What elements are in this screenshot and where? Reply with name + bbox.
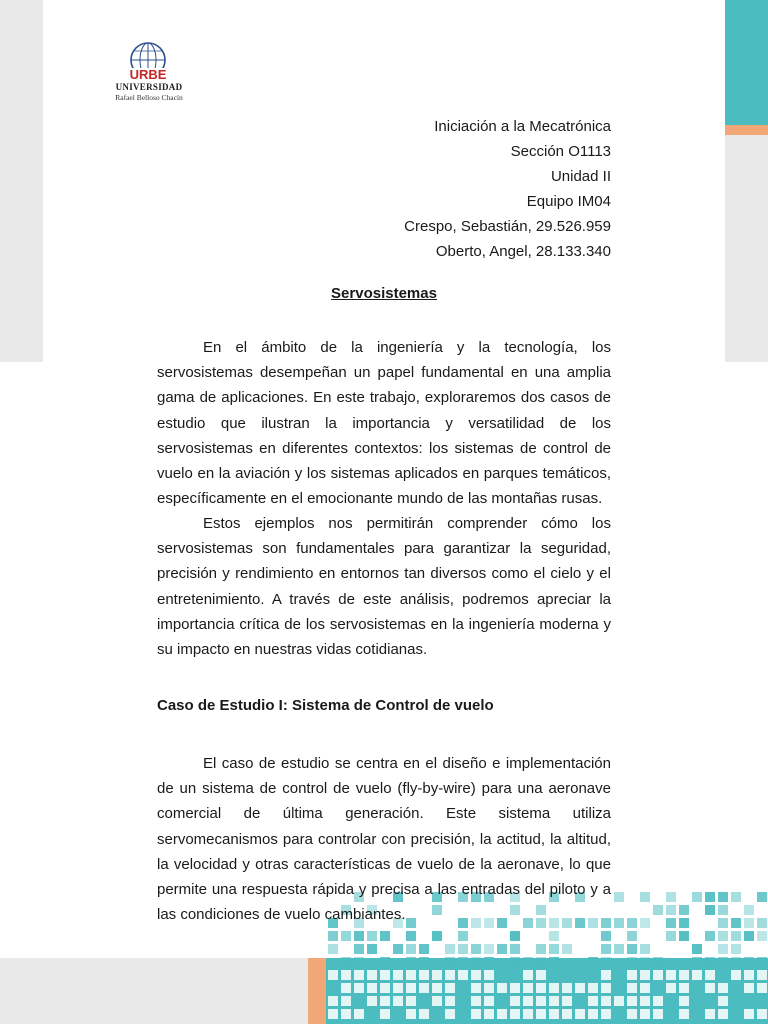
header-unit: Unidad II [550,168,611,185]
footer-orange-band [308,958,326,1024]
intro-paragraph-1: En el ámbito de la ingeniería y la tecnología, los servosistemas desempeñan un papel fundamental en una amplia gama de aplicaciones. En este trabajo, exploraremos dos casos de estudio que ilustran la importancia y versatilidad de los servosistemas en diferentes contextos: los sistemas de control de vuelo en la aviación y los sistemas aplicados en parques temáticos, específicamente en el emocionante mundo de las montañas rusas. [157,339,611,508]
right-orange-strip [725,125,768,135]
section-heading: Caso de Estudio I: Sistema de Control de vuelo [157,697,494,714]
logo-university-subtitle: Rafael Belloso Chacín [115,93,183,102]
svg-text:URBE: URBE [129,67,167,82]
right-teal-strip [725,0,768,125]
header-author-1: Crespo, Sebastián, 29.526.959 [404,218,611,235]
header-team: Equipo IM04 [526,193,611,210]
footer-gray-band [0,958,308,1024]
left-gray-strip [0,0,43,362]
right-gray-strip [725,135,768,362]
intro-paragraph-2: Estos ejemplos nos permitirán comprender cómo los servosistemas son fundamentales para garantizar la seguridad, precisión y rendimiento en entornos tan diversos como el cielo y el entretenimiento. A través de este análisis, podremos apreciar la importancia crítica de los servosistemas en la ingeniería moderna y su impacto en nuestras vidas cotidianas. [157,515,611,659]
section-paragraph: El caso de estudio se centra en el diseño e implementación de un sistema de control de vuelo (fly-by-wire) para una aeronave comercial de última generación. Este sistema utiliza servomecanismos para controlar con precisión, la actitud, la altitud, la velocidad y otras características de vuelo de la aeronave, lo que permite una respuesta rápida y precisa a las entradas del piloto y a las condiciones de vuelo cambiantes. [157,755,611,924]
header-section: Sección O1113 [510,143,611,160]
document-title: Servosistemas [331,285,437,302]
header-info-block [404,114,611,264]
logo-university-name: UNIVERSIDAD [115,82,183,92]
header-author-2: Oberto, Angel, 28.133.340 [435,243,611,260]
header-course: Iniciación a la Mecatrónica [434,118,611,135]
